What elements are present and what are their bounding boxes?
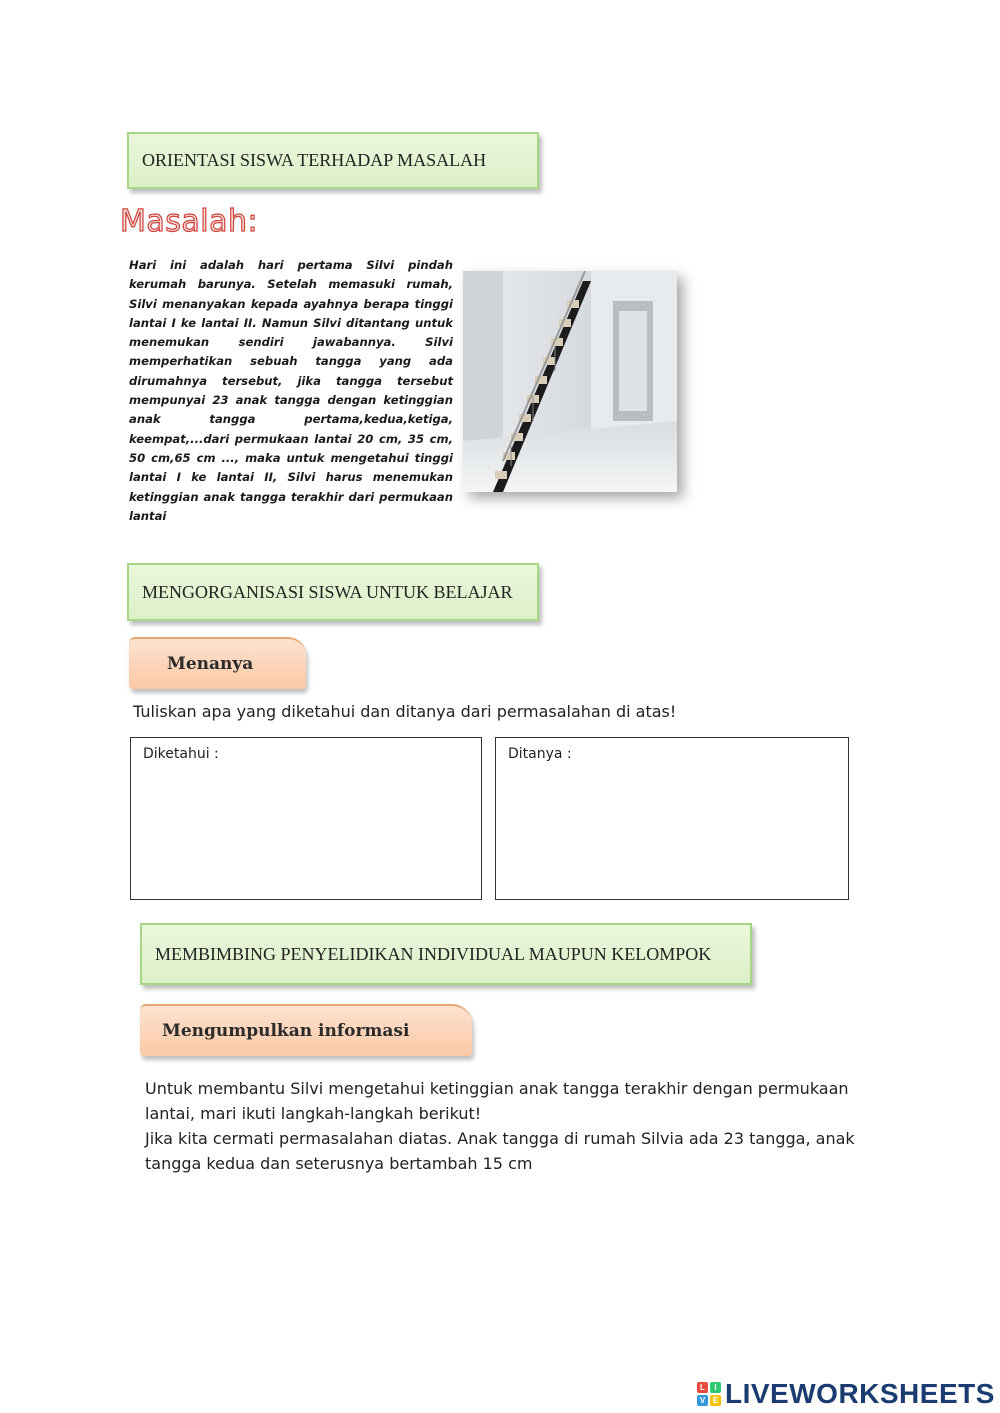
section-title-orientasi: ORIENTASI SISWA TERHADAP MASALAH [142, 150, 487, 170]
section-title-membimbing: MEMBIMBING PENYELIDIKAN INDIVIDUAL MAUPUN KELOMPOK [155, 943, 712, 964]
section-header-orientasi [127, 132, 539, 189]
informasi-line-2: lantai, mari ikuti langkah-langkah berikut! [145, 1104, 482, 1123]
logo-letter-e: E [710, 1395, 721, 1406]
section-header-membimbing [140, 923, 752, 985]
informasi-line-3: Jika kita cermati permasalahan diatas. Anak tangga di rumah Silvia ada 23 tangga, anak [145, 1129, 855, 1148]
ditanya-label: Ditanya : [508, 746, 572, 762]
tab-menanya [129, 637, 306, 689]
tab-menanya-label: Menanya [167, 654, 254, 674]
diketahui-label: Diketahui : [143, 746, 219, 762]
informasi-paragraph [145, 1076, 855, 1176]
section-header-mengorganisasi [127, 563, 539, 621]
logo-letter-l: L [697, 1382, 708, 1393]
menanya-instruction: Tuliskan apa yang diketahui dan ditanya dari permasalahan di atas! [133, 702, 677, 721]
masalah-title: Masalah: [120, 204, 259, 239]
informasi-line-4: tangga kedua dan seterusnya bertambah 15 cm [145, 1154, 533, 1173]
informasi-line-1: Untuk membantu Silvi mengetahui ketinggian anak tangga terakhir dengan permukaan [145, 1079, 849, 1098]
section-title-mengorganisasi: MENGORGANISASI SISWA UNTUK BELAJAR [142, 581, 513, 602]
diketahui-answer-box[interactable] [130, 737, 482, 900]
ditanya-answer-box[interactable] [495, 737, 849, 900]
tab-mengumpulkan-informasi [140, 1004, 472, 1056]
staircase-photo [463, 271, 677, 492]
problem-story: Hari ini adalah hari pertama Silvi pindah kerumah barunya. Setelah memasuki rumah, Silvi menanyakan kepada ayahnya berapa tinggi lantai I ke lantai II. Namun Silvi ditantang untuk menemukan sendiri jawabannya. Silvi memperhatikan sebuah tangga yang ada dirumahnya tersebut, jika tangga tersebut mempunyai 23 anak tangga dengan ketinggian anak tangga pertama,kedua,ketiga, keempat,...dari permukaan lantai 20 cm, 35 cm, 50 cm,65 cm ..., maka untuk mengetahui tinggi lantai I ke lantai II, Silvi harus menemukan ketinggian anak tangga terakhir dari permukaan lantai [129, 258, 453, 523]
tab-informasi-label: Mengumpulkan informasi [162, 1021, 410, 1041]
liveworksheets-brand [697, 1378, 995, 1410]
brand-name: LIVEWORKSHEETS [725, 1378, 995, 1409]
logo-letter-v: V [697, 1395, 708, 1406]
logo-letter-i: I [710, 1382, 721, 1393]
liveworksheets-logo-icon [697, 1382, 721, 1406]
